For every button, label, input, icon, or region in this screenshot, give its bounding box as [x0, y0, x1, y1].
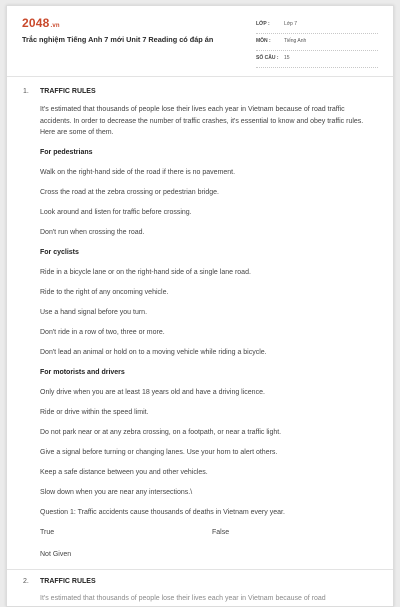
- rule-item: Give a signal before turning or changing lanes. Use your horn to alert others.: [40, 449, 278, 456]
- question-number: 2.: [23, 578, 29, 585]
- rule-item: Look around and listen for traffic before crossing.: [40, 209, 192, 216]
- section-heading-cyclists: For cyclists: [40, 249, 79, 256]
- rule-item: Don't ride in a row of two, three or more.: [40, 329, 165, 336]
- answer-option-not-given[interactable]: Not Given: [40, 551, 72, 558]
- question-prompt: Question 1: Traffic accidents cause thousands of deaths in Vietnam every year.: [40, 509, 285, 516]
- passage-intro: It's estimated that thousands of people lose their lives each year in Vietnam because of road: [40, 595, 326, 602]
- document-title: Trắc nghiệm Tiếng Anh 7 mới Unit 7 Reading có đáp án: [22, 35, 214, 44]
- rule-item: Only drive when you are at least 18 years old and have a driving licence.: [40, 389, 265, 396]
- question-title: TRAFFIC RULES: [40, 578, 96, 585]
- meta-subject: [256, 35, 378, 51]
- rule-item: Cross the road at the zebra crossing or pedestrian bridge.: [40, 189, 219, 196]
- question-title: TRAFFIC RULES: [40, 88, 96, 95]
- meta-label: SỐ CÂU :: [256, 55, 279, 61]
- meta-value: 15: [284, 55, 290, 61]
- rule-item: Don't lead an animal or hold on to a moving vehicle while riding a bicycle.: [40, 349, 267, 356]
- rule-item: Slow down when you are near any intersections.\: [40, 489, 193, 496]
- meta-label: MÔN :: [256, 38, 271, 44]
- rule-item: Don't run when crossing the road.: [40, 229, 145, 236]
- passage-intro: It's estimated that thousands of people lose their lives each year in Vietnam because of road traffic accidents. In order to decrease the number of traffic crashes, it's essential to know and obey traffic rules. Here are some of them.: [40, 106, 364, 136]
- rule-item: Do not park near or at any zebra crossing, on a footpath, or near a traffic light.: [40, 429, 282, 436]
- meta-value: Lớp 7: [284, 21, 298, 27]
- rule-item: Ride or drive within the speed limit.: [40, 409, 149, 416]
- logo-main: 2048: [22, 16, 50, 30]
- rule-item: Ride to the right of any oncoming vehicle.: [40, 289, 169, 296]
- logo-suffix: .vn: [50, 23, 60, 29]
- rule-item: Ride in a bicycle lane or on the right-hand side of a single lane road.: [40, 269, 251, 276]
- question-number: 1.: [23, 88, 29, 95]
- document-meta: [256, 18, 378, 69]
- document-header: [7, 6, 393, 77]
- site-logo[interactable]: [22, 16, 60, 30]
- answer-option-true[interactable]: True: [40, 529, 55, 536]
- meta-label: LỚP :: [256, 21, 270, 27]
- rule-item: Walk on the right-hand side of the road if there is no pavement.: [40, 169, 236, 176]
- meta-value: Tiếng Anh: [284, 38, 307, 44]
- rule-item: Keep a safe distance between you and other vehicles.: [40, 469, 208, 476]
- section-heading-pedestrians: For pedestrians: [40, 149, 93, 156]
- rule-item: Use a hand signal before you turn.: [40, 309, 148, 316]
- section-heading-motorists: For motorists and drivers: [40, 369, 125, 376]
- question-divider: [7, 569, 393, 570]
- meta-grade: [256, 18, 378, 34]
- meta-question-count: [256, 52, 378, 68]
- answer-option-false[interactable]: False: [212, 529, 230, 536]
- document-page: [6, 5, 394, 607]
